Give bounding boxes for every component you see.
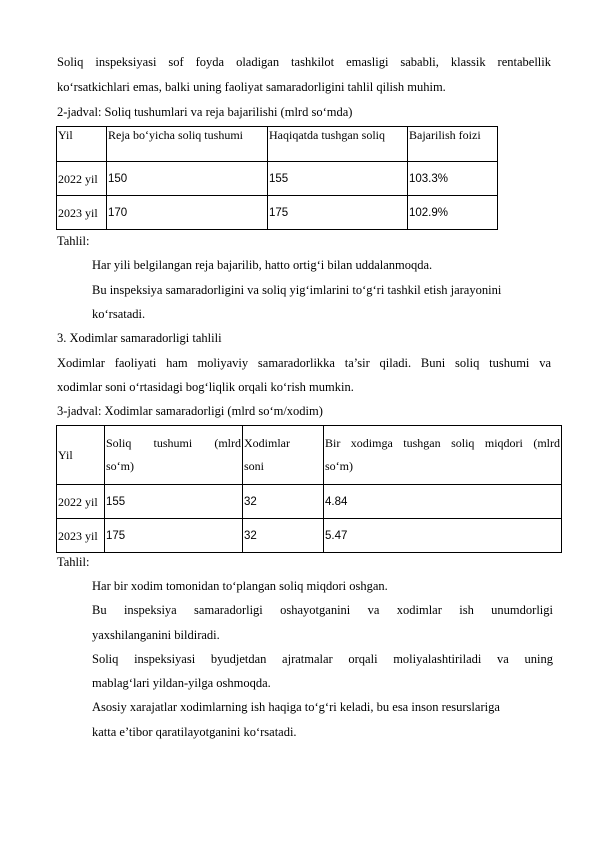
- table-cell: 4.84: [324, 485, 562, 519]
- table-cell: 155: [268, 162, 408, 196]
- table2-header-cell: Yil: [57, 127, 107, 162]
- table3-header-row: [57, 426, 562, 485]
- table2-header-row: [57, 127, 498, 162]
- section3-para-line-2: xodimlar soni o‘rtasidagi bog‘liqlik orqali ko‘rish mumkin.: [57, 380, 354, 394]
- analysis1-label: Tahlil:: [57, 234, 90, 248]
- table3-header-text: Soliq tushumi (mlrd: [106, 436, 241, 450]
- analysis2-item-2-line-1: Bu inspeksiya samaradorligi oshayotganini va xodimlar ish unumdorligi: [92, 603, 553, 617]
- table-cell: 32: [243, 485, 324, 519]
- table3-header-cell: [105, 426, 243, 485]
- table2-header-cell: Bajarilish foizi: [408, 127, 498, 162]
- table3-header-text: soni: [244, 459, 265, 473]
- table3-header-cell: [243, 426, 324, 485]
- table-row: [57, 196, 498, 230]
- analysis2-label: Tahlil:: [57, 555, 90, 569]
- table3-header-cell: Yil: [57, 426, 105, 485]
- table-cell: 5.47: [324, 519, 562, 553]
- table3-header-text: so‘m): [106, 459, 134, 473]
- table-cell: 103.3%: [408, 162, 498, 196]
- table-cell: 2022 yil: [57, 162, 107, 196]
- analysis1-item-2-line-1: Bu inspeksiya samaradorligini va soliq yig‘imlarini to‘g‘ri tashkil etish jarayonini: [92, 283, 502, 297]
- table3-header-text: so‘m): [325, 459, 353, 473]
- intro-line-2: ko‘rsatkichlari emas, balki uning faoliyat samaradorligini tahlil qilish muhim.: [57, 80, 446, 94]
- table2-header-cell: Reja bo‘yicha soliq tushumi: [107, 127, 268, 162]
- analysis2-item-2-line-2: yaxshilanganini bildiradi.: [92, 628, 220, 642]
- table-row: [57, 162, 498, 196]
- table-row: [57, 519, 562, 553]
- analysis2-item-1: Har bir xodim tomonidan to‘plangan soliq miqdori oshgan.: [92, 579, 388, 593]
- table2-caption: 2-jadval: Soliq tushumlari va reja bajarilishi (mlrd so‘mda): [57, 105, 353, 119]
- table2-header-cell: Haqiqatda tushgan soliq: [268, 127, 408, 162]
- table3: [56, 425, 562, 553]
- table-row: [57, 485, 562, 519]
- table-cell: 2023 yil: [57, 196, 107, 230]
- table-cell: 170: [107, 196, 268, 230]
- analysis2-item-4-line-1: Asosiy xarajatlar xodimlarning ish haqiga to‘g‘ri keladi, bu esa inson resurslariga: [92, 700, 500, 714]
- analysis2-item-4-line-2: katta e’tibor qaratilayotganini ko‘rsatadi.: [92, 725, 297, 739]
- analysis1-item-2-line-2: ko‘rsatadi.: [92, 307, 146, 321]
- section3-heading: 3. Xodimlar samaradorligi tahlili: [57, 331, 222, 345]
- table-cell: 155: [105, 485, 243, 519]
- table-cell: 102.9%: [408, 196, 498, 230]
- table2: [56, 126, 498, 230]
- analysis1-item-1: Har yili belgilangan reja bajarilib, hatto ortig‘i bilan uddalanmoqda.: [92, 258, 433, 272]
- table-cell: 150: [107, 162, 268, 196]
- table-cell: 2022 yil: [57, 485, 105, 519]
- analysis2-item-3-line-1: Soliq inspeksiyasi byudjetdan ajratmalar orqali moliyalashtiriladi va uning: [92, 652, 553, 666]
- table3-header-cell: [324, 426, 562, 485]
- table-cell: 175: [268, 196, 408, 230]
- analysis2-item-3-line-2: mablag‘lari yildan-yilga oshmoqda.: [92, 676, 271, 690]
- table3-header-text: Xodimlar: [244, 436, 290, 450]
- table-cell: 32: [243, 519, 324, 553]
- section3-para-line-1: Xodimlar faoliyati ham moliyaviy samaradorlikka ta’sir qiladi. Buni soliq tushumi va: [57, 356, 551, 370]
- intro-line-1: Soliq inspeksiyasi sof foyda oladigan tashkilot emasligi sababli, klassik rentabellik: [57, 55, 551, 69]
- table3-caption: 3-jadval: Xodimlar samaradorligi (mlrd so‘m/xodim): [57, 404, 323, 418]
- table-cell: 2023 yil: [57, 519, 105, 553]
- table-cell: 175: [105, 519, 243, 553]
- table3-header-text: Bir xodimga tushgan soliq miqdori (mlrd: [325, 436, 560, 450]
